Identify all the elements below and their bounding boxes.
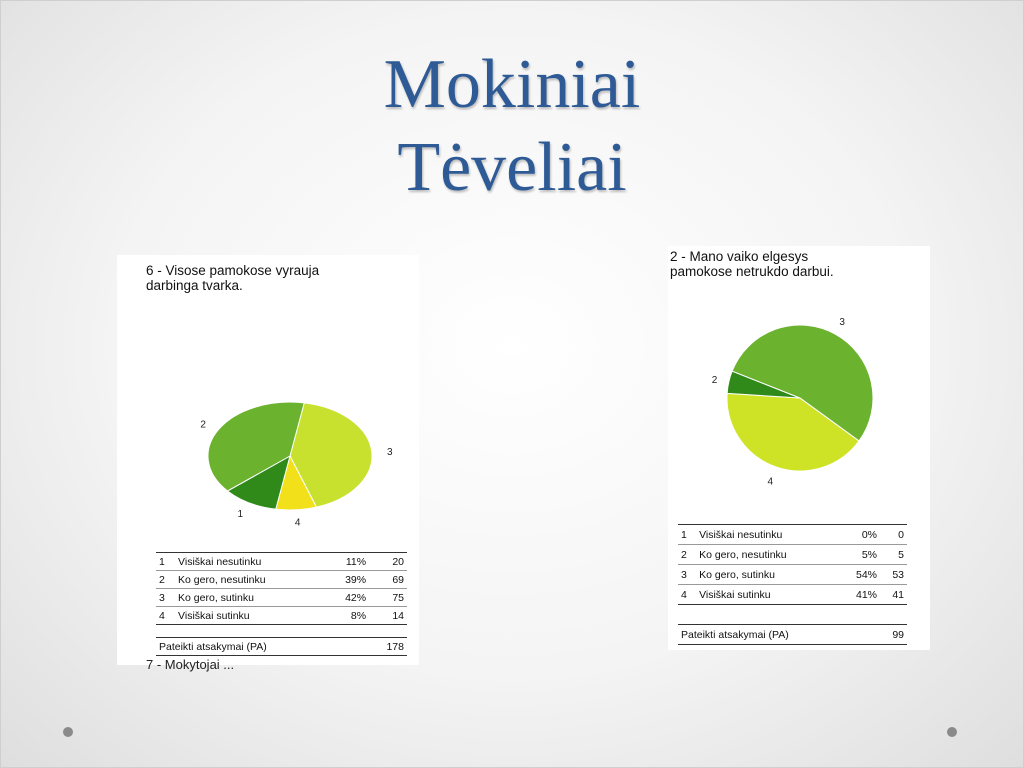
row-number: 2 [156, 571, 175, 589]
row-label: Visiškai sutinku [175, 607, 326, 625]
pie-chart [668, 246, 930, 496]
total-row [678, 625, 907, 645]
total-value: 99 [880, 625, 907, 645]
chart-title-line: 6 - Visose pamokose vyrauja [146, 263, 320, 278]
table-row [678, 585, 907, 605]
total-label: Pateikti atsakymai (PA) [156, 638, 369, 656]
row-label: Ko gero, sutinku [175, 589, 326, 607]
right-chart-panel [668, 246, 930, 650]
row-count: 14 [369, 607, 407, 625]
pie-slice-label: 3 [839, 317, 845, 329]
row-percent: 0% [839, 525, 880, 545]
chart-title-line: darbinga tvarka. [146, 278, 243, 293]
row-label: Ko gero, sutinku [696, 565, 839, 585]
row-label: Visiškai nesutinku [696, 525, 839, 545]
row-number: 1 [156, 553, 175, 571]
slide-title-line-1: Mokiniai [383, 46, 641, 123]
row-number: 3 [678, 565, 696, 585]
slide-title-line-2: Tėveliai [397, 129, 627, 206]
pie-chart [117, 255, 419, 529]
row-number: 3 [156, 589, 175, 607]
row-count: 69 [369, 571, 407, 589]
cropped-next-question-text: 7 - Mokytojai ... [146, 657, 235, 672]
corner-dot [63, 727, 73, 737]
row-percent: 39% [326, 571, 369, 589]
row-label: Ko gero, nesutinku [175, 571, 326, 589]
table-row [678, 525, 907, 545]
row-percent: 54% [839, 565, 880, 585]
table-row [156, 607, 407, 625]
row-label: Visiškai nesutinku [175, 553, 326, 571]
pie-slice-label: 2 [711, 374, 718, 386]
table-row [156, 571, 407, 589]
row-number: 4 [156, 607, 175, 625]
total-row [156, 638, 407, 656]
row-count: 20 [369, 553, 407, 571]
row-label: Ko gero, nesutinku [696, 545, 839, 565]
row-number: 1 [678, 525, 696, 545]
chart-title-line: 2 - Mano vaiko elgesys [670, 249, 809, 264]
row-number: 2 [678, 545, 696, 565]
row-label: Visiškai sutinku [696, 585, 839, 605]
row-count: 53 [880, 565, 907, 585]
row-percent: 8% [326, 607, 369, 625]
total-label: Pateikti atsakymai (PA) [678, 625, 880, 645]
results-table [678, 524, 907, 645]
table-row [678, 565, 907, 585]
row-percent: 41% [839, 585, 880, 605]
row-percent: 5% [839, 545, 880, 565]
row-count: 0 [880, 525, 907, 545]
pie-slice-label: 3 [386, 446, 393, 458]
corner-dot [947, 727, 957, 737]
row-count: 75 [369, 589, 407, 607]
total-value: 178 [369, 638, 407, 656]
pie-slice-label: 2 [200, 419, 206, 431]
results-table [156, 552, 407, 656]
row-count: 41 [880, 585, 907, 605]
pie-slice-label: 1 [237, 509, 244, 521]
row-number: 4 [678, 585, 696, 605]
table-row [156, 553, 407, 571]
pie-slice-label: 4 [294, 517, 301, 529]
chart-title-line: pamokose netrukdo darbui. [670, 264, 834, 279]
pie-slice-label: 4 [767, 476, 774, 488]
row-count: 5 [880, 545, 907, 565]
row-percent: 11% [326, 553, 369, 571]
table-spacer [156, 625, 407, 638]
table-spacer [678, 605, 907, 625]
table-row [678, 545, 907, 565]
table-row [156, 589, 407, 607]
left-chart-panel [117, 255, 419, 672]
row-percent: 42% [326, 589, 369, 607]
